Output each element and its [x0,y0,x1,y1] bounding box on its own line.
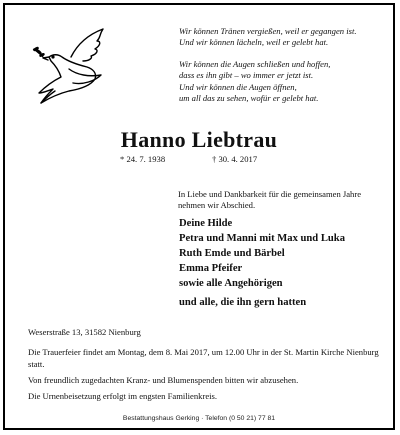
funeral-home-footer: Bestattungshaus Gerking · Telefon (0 50 21) 77 81 [122,415,276,422]
mourner: Emma Pfeifer [179,263,243,274]
mourner: Petra und Manni mit Max und Luka [179,233,345,244]
dove-icon [31,23,113,109]
poem [179,26,393,104]
poem-line: Wir können Tränen vergießen, weil er gegangen ist. [179,26,357,36]
mourner: Ruth Emde und Bärbel [179,248,285,259]
mourners-closing: und alle, die ihn gern hatten [179,297,307,308]
flowers-note: Von freundlich zugedachten Kranz- und Blumenspenden bitten wir abzusehen. [28,374,299,385]
deceased-name: Hanno Liebtrau [120,127,278,152]
birth-date: * 24. 7. 1938 [120,154,166,164]
family-address: Weserstraße 13, 31582 Nienburg [28,327,141,337]
poem-line: um all das zu sehen, wofür er gelebt hat. [179,93,319,104]
poem-line: Wir können die Augen schließen und hoffen, [179,58,331,69]
farewell-intro: In Liebe und Dankbarkeit für die gemeinsamen Jahre nehmen wir Abschied. [178,189,362,211]
mourner: Deine Hilde [179,218,233,229]
poem-line: Und wir können die Augen öffnen, [179,81,297,92]
urn-burial-note: Die Urnenbeisetzung erfolgt im engsten Familienkreis. [28,390,218,401]
death-date: † 30. 4. 2017 [212,154,258,164]
poem-line: dass es ihn gibt – wo immer er jetzt ist. [179,70,314,81]
funeral-notes [28,347,383,407]
poem-line: Und wir können lächeln, weil er gelebt hat. [179,37,329,48]
mourner: sowie alle Angehörigen [179,278,283,289]
funeral-service-note: Die Trauerfeier findet am Montag, dem 8. Mai 2017, um 12.00 Uhr in der St. Martin Kirche Nienburg statt. [28,347,379,369]
mourners-list [179,216,389,310]
obituary-notice [3,3,395,430]
